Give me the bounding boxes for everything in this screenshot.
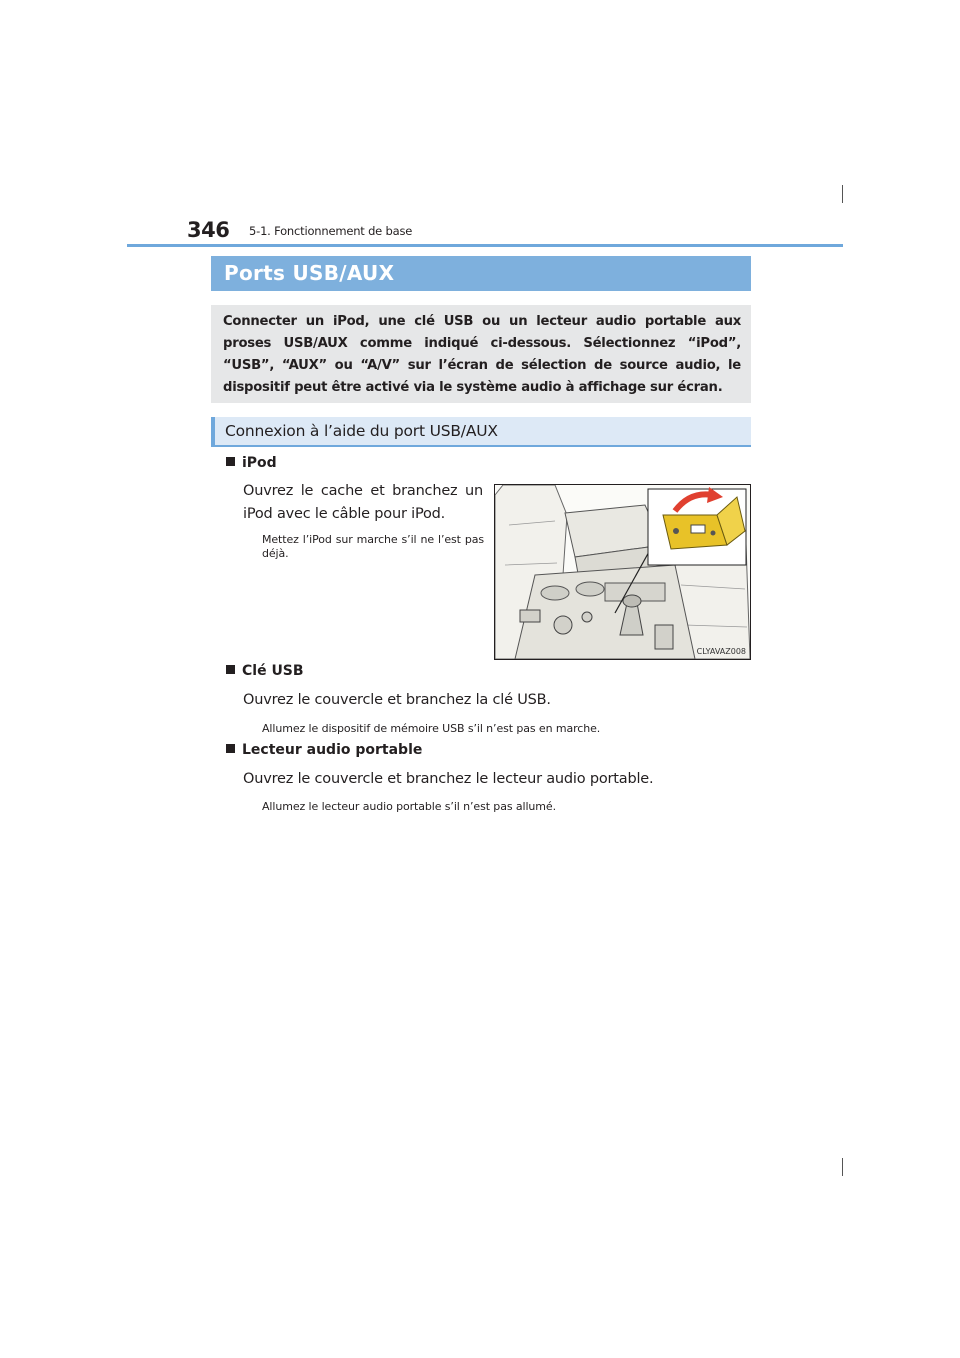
subheading-text: Connexion à l’aide du port USB/AUX [225, 422, 498, 440]
item-title [226, 742, 422, 758]
item-title-text: Lecteur audio portable [242, 742, 423, 758]
item-usb [226, 663, 304, 679]
item-body: Ouvrez le couvercle et branchez la clé USB. [243, 692, 551, 708]
page-number: 346 [187, 218, 230, 242]
crop-mark-top-right [842, 185, 843, 203]
section-reference: 5-1. Fonctionnement de base [249, 224, 413, 238]
item-body: Ouvrez le cache et branchez un iPod avec le câble pour iPod. [243, 483, 483, 522]
item-title [226, 455, 277, 471]
crop-mark-bottom-right [842, 1158, 843, 1176]
item-body: Ouvrez le couvercle et branchez le lecteur audio portable. [243, 771, 654, 787]
figure-code: CLYAVAZ008 [696, 647, 746, 656]
section-title: Ports USB/AUX [211, 256, 751, 291]
item-note: Allumez le lecteur audio portable s’il n’est pas allumé. [262, 800, 556, 813]
item-note: Allumez le dispositif de mémoire USB s’il n’est pas en marche. [262, 722, 601, 735]
subheading [211, 417, 751, 447]
figure-console-illustration [494, 484, 751, 660]
item-title-text: iPod [242, 455, 277, 471]
intro-box [211, 305, 751, 403]
item-title [226, 663, 304, 679]
square-bullet-icon [226, 457, 235, 466]
square-bullet-icon [226, 744, 235, 753]
intro-text: Connecter un iPod, une clé USB ou un lecteur audio portable aux proses USB/AUX comme indiqué ci-dessous. Sélectionnez “iPod”, “USB”, “AUX” ou “A/V” sur l’écran de sélection de source audio, le dispositif peut être activé via le système audio à affichage sur écran. [223, 314, 741, 395]
header-rule [127, 244, 843, 247]
item-note: Mettez l’iPod sur marche s’il ne l’est pas déjà. [262, 533, 484, 560]
item-title-text: Clé USB [242, 663, 304, 679]
square-bullet-icon [226, 665, 235, 674]
console-illustration [495, 485, 750, 659]
item-ipod [226, 455, 277, 471]
item-portable-player [226, 742, 422, 758]
